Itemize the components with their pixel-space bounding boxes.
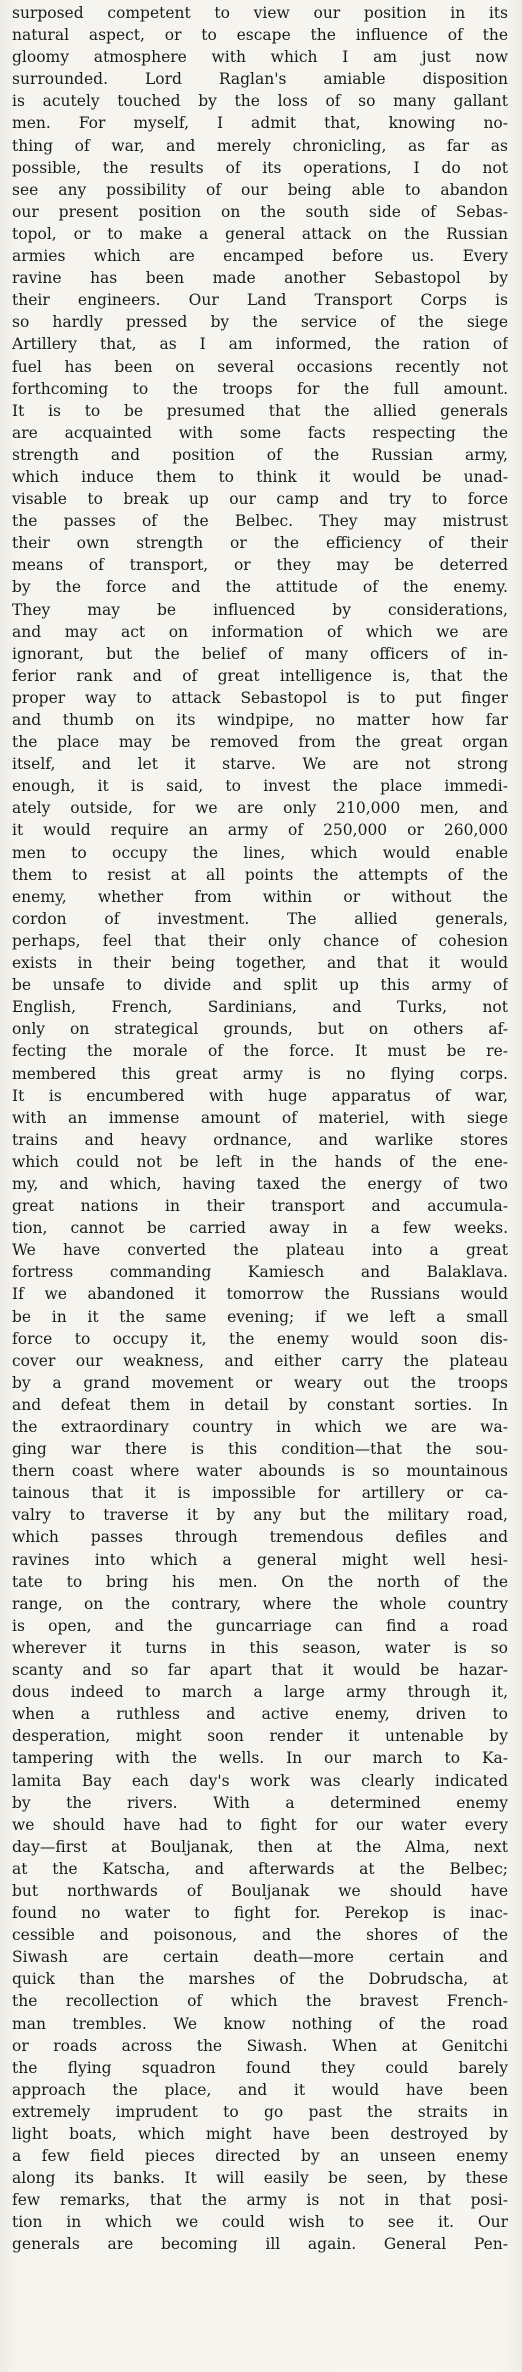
article-line: ging war there is this condition—that the sou- — [12, 1440, 508, 1459]
article-line: fuel has been on several occasions recently not — [12, 357, 508, 376]
article-line: ravine has been made another Sebastopol by — [12, 269, 508, 288]
article-line: membered this great army is no flying corps. — [12, 1064, 508, 1083]
article-line: desperation, might soon render it untenable by — [12, 1727, 508, 1746]
article-line: lamita Bay each day's work was clearly indicated — [12, 1771, 508, 1790]
article-line: their own strength or the efficiency of their — [12, 534, 508, 553]
article-line: great nations in their transport and accumula- — [12, 1197, 508, 1216]
article-line: and may act on information of which we are — [12, 622, 508, 641]
article-line: tampering with the wells. In our march to Ka- — [12, 1749, 508, 1768]
article-line: approach the place, and it would have been — [12, 2080, 508, 2099]
article-line: which could not be left in the hands of the ene- — [12, 1152, 508, 1171]
article-line: ferior rank and of great intelligence is, that the — [12, 666, 508, 685]
article-line: few remarks, that the army is not in that posi- — [12, 2191, 508, 2210]
article-line: and thumb on its windpipe, no matter how far — [12, 711, 508, 729]
article-line: along its banks. It will easily be seen, by these — [12, 2169, 508, 2188]
article-line: forthcoming to the troops for the full amount. — [12, 379, 508, 398]
article-line: only on strategical grounds, but on others af- — [12, 1020, 508, 1039]
article-line: see any possibility of our being able to abandon — [12, 180, 508, 199]
article-line: the recollection of which the bravest French- — [12, 1992, 508, 2011]
article-line: it would require an army of 250,000 or 260,000 — [12, 821, 508, 840]
article-line: we should have had to fight for our water every — [12, 1815, 508, 1834]
article-line: at the Katscha, and afterwards at the Belbec; — [12, 1859, 508, 1878]
article-line: are acquainted with some facts respecting the — [12, 423, 508, 442]
article-line: We have converted the plateau into a great — [12, 1241, 508, 1260]
article-line: their engineers. Our Land Transport Corps is — [12, 291, 508, 310]
article-line: fecting the morale of the force. It must be re- — [12, 1042, 508, 1061]
article-line: by the rivers. With a determined enemy — [12, 1793, 508, 1812]
article-line: the extraordinary country in which we are wa- — [12, 1418, 508, 1436]
article-line: the place may be removed from the great organ — [12, 733, 508, 752]
article-line: enough, it is said, to invest the place immedi- — [12, 777, 508, 796]
article-line: and defeat them in detail by constant sorties. In — [12, 1395, 508, 1414]
article-line: found no water to fight for. Perekop is inac- — [12, 1904, 508, 1923]
article-line: our present position on the south side of Sebas- — [12, 202, 508, 221]
article-line: tainous that it is impossible for artillery or ca- — [12, 1484, 508, 1503]
article-line: but northwards of Bouljanak we should have — [12, 1881, 508, 1900]
article-line: day—first at Bouljanak, then at the Alma, next — [12, 1837, 508, 1856]
article-line: tate to bring his men. On the north of the — [12, 1572, 508, 1591]
article-line: possible, the results of its operations, I do not — [12, 158, 508, 177]
article-line: surrounded. Lord Raglan's amiable disposition — [12, 70, 508, 89]
article-line: which induce them to think it would be unad- — [12, 467, 508, 486]
article-line: means of transport, or they may be deterred — [12, 556, 508, 575]
article-line: dous indeed to march a large army through it, — [12, 1683, 508, 1702]
article-line: ately outside, for we are only 210,000 men, and — [12, 799, 508, 818]
article-line: or roads across the Siwash. When at Genitchi — [12, 2036, 508, 2055]
article-line: them to resist at all points the attempts of the — [12, 865, 508, 884]
article-line: is open, and the guncarriage can find a road — [12, 1616, 508, 1635]
article-line: armies which are encamped before us. Every — [12, 247, 508, 266]
article-line: generals are becoming ill again. General Pen- — [12, 2235, 508, 2254]
article-line: the passes of the Belbec. They may mistrust — [12, 512, 508, 531]
article-line: is acutely touched by the loss of so many gallant — [12, 92, 508, 111]
article-line: force to occupy it, the enemy would soon dis- — [12, 1329, 508, 1348]
article-line: They may be influenced by considerations, — [12, 600, 508, 619]
article-line: If we abandoned it tomorrow the Russians would — [12, 1285, 508, 1304]
article-line: range, on the contrary, where the whole country — [12, 1594, 508, 1613]
article-line: It is to be presumed that the allied generals — [12, 401, 508, 420]
article-line: thing of war, and merely chronicling, as far as — [12, 136, 508, 155]
article-line: surposed competent to view our position in its — [12, 4, 508, 22]
article-line: cessible and poisonous, and the shores of the — [12, 1926, 508, 1945]
article-line: English, French, Sardinians, and Turks, not — [12, 998, 508, 1017]
article-line: quick than the marshes of the Dobrudscha, at — [12, 1970, 508, 1989]
article-line: perhaps, feel that their only chance of cohesion — [12, 931, 508, 950]
article-line: the flying squadron found they could barely — [12, 2058, 508, 2077]
article-line: fortress commanding Kamiesch and Balaklava. — [12, 1263, 508, 1282]
article-line: a few field pieces directed by an unseen enemy — [12, 2147, 508, 2166]
article-line: wherever it turns in this season, water is so — [12, 1638, 508, 1657]
article-line: men. For myself, I admit that, knowing no- — [12, 114, 508, 133]
article-line: tion, cannot be carried away in a few weeks. — [12, 1219, 508, 1238]
article-line: gloomy atmosphere with which I am just now — [12, 48, 508, 67]
article-line: by a grand movement or weary out the troops — [12, 1373, 508, 1392]
article-line: trains and heavy ordnance, and warlike stores — [12, 1130, 508, 1149]
article-line: Siwash are certain death—more certain and — [12, 1948, 508, 1967]
article-line: cordon of investment. The allied generals, — [12, 909, 508, 928]
article-line: tion in which we could wish to see it. Our — [12, 2213, 508, 2232]
article-line: when a ruthless and active enemy, driven to — [12, 1705, 508, 1724]
article-line: light boats, which might have been destroyed by — [12, 2125, 508, 2143]
article-line: be unsafe to divide and split up this army of — [12, 976, 508, 995]
article-line: strength and position of the Russian army, — [12, 445, 508, 464]
article-line: itself, and let it starve. We are not strong — [12, 755, 508, 774]
article-line: exists in their being together, and that it would — [12, 954, 508, 973]
article-line: by the force and the attitude of the enemy. — [12, 578, 508, 597]
article-line: Artillery that, as I am informed, the ration of — [12, 335, 508, 354]
article-line: be in it the same evening; if we left a small — [12, 1307, 508, 1326]
article-line: enemy, whether from within or without the — [12, 887, 508, 906]
article-line: It is encumbered with huge apparatus of war, — [12, 1086, 508, 1105]
article-line: cover our weakness, and either carry the plateau — [12, 1351, 508, 1370]
article-line: man trembles. We know nothing of the road — [12, 2014, 508, 2033]
article-line: extremely imprudent to go past the straits in — [12, 2102, 508, 2121]
article-line: ignorant, but the belief of many officers of in- — [12, 644, 508, 663]
article-line: with an immense amount of materiel, with siege — [12, 1108, 508, 1127]
article-line: ravines into which a general might well hesi- — [12, 1550, 508, 1569]
article-line: visable to break up our camp and try to force — [12, 490, 508, 509]
article-line: proper way to attack Sebastopol is to put finger — [12, 688, 508, 707]
article-line: topol, or to make a general attack on the Russian — [12, 224, 508, 243]
article-line: which passes through tremendous defiles and — [12, 1528, 508, 1547]
article-line: my, and which, having taxed the energy of two — [12, 1174, 508, 1193]
article-column — [12, 2, 508, 2256]
article-line: scanty and so far apart that it would be hazar- — [12, 1661, 508, 1680]
article-line: natural aspect, or to escape the influence of the — [12, 26, 508, 45]
article-line: so hardly pressed by the service of the siege — [12, 313, 508, 332]
article-line: thern coast where water abounds is so mountainous — [12, 1462, 508, 1481]
article-line: men to occupy the lines, which would enable — [12, 843, 508, 862]
article-line: valry to traverse it by any but the military road, — [12, 1506, 508, 1525]
